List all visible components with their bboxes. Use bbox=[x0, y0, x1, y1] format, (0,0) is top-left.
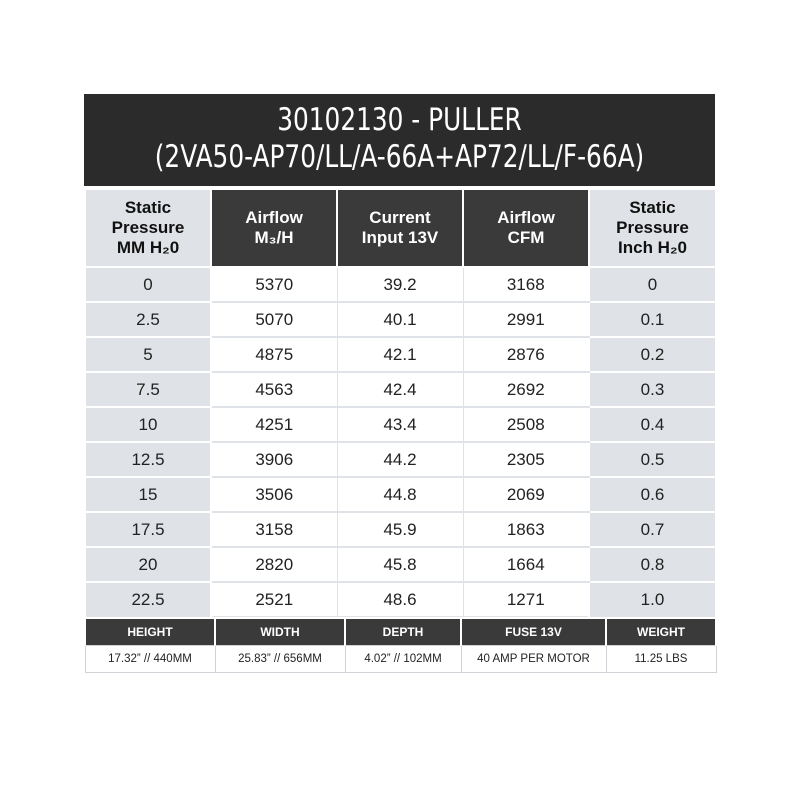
current-cell: 42.1 bbox=[337, 337, 463, 372]
fan-spec-sheet bbox=[84, 94, 715, 673]
header-line: CFM bbox=[507, 228, 545, 247]
table-row bbox=[85, 582, 716, 617]
table-row bbox=[85, 477, 716, 512]
table-row bbox=[85, 512, 716, 547]
table-row bbox=[85, 407, 716, 442]
airflow-cfm-cell: 2991 bbox=[463, 302, 589, 337]
airflow-m3h-cell: 4251 bbox=[211, 407, 337, 442]
weight-label: WEIGHT bbox=[606, 619, 716, 646]
airflow-m3h-cell: 2521 bbox=[211, 582, 337, 617]
current-cell: 45.9 bbox=[337, 512, 463, 547]
title-model-code: (2VA50-AP70/LL/A-66A+AP72/LL/F-66A) bbox=[154, 139, 645, 175]
title-bar bbox=[84, 94, 715, 186]
airflow-cfm-cell: 2069 bbox=[463, 477, 589, 512]
depth-label: DEPTH bbox=[345, 619, 461, 646]
airflow-cfm-cell: 2305 bbox=[463, 442, 589, 477]
dimensions-table bbox=[84, 619, 717, 673]
static-pressure-mm-cell: 22.5 bbox=[85, 582, 211, 617]
header-line: Pressure bbox=[616, 218, 689, 237]
table-row bbox=[85, 442, 716, 477]
airflow-m3h-header bbox=[211, 189, 337, 267]
airflow-m3h-cell: 3158 bbox=[211, 512, 337, 547]
table-row bbox=[85, 372, 716, 407]
width-value: 25.83” // 656MM bbox=[215, 646, 345, 673]
static-pressure-mm-header bbox=[85, 189, 211, 267]
static-pressure-mm-cell: 12.5 bbox=[85, 442, 211, 477]
current-cell: 39.2 bbox=[337, 267, 463, 302]
performance-body bbox=[85, 267, 716, 617]
static-pressure-inch-cell: 0.8 bbox=[589, 547, 716, 582]
table-row bbox=[85, 302, 716, 337]
height-value: 17.32” // 440MM bbox=[85, 646, 215, 673]
airflow-m3h-cell: 2820 bbox=[211, 547, 337, 582]
airflow-m3h-cell: 3906 bbox=[211, 442, 337, 477]
header-line: Airflow bbox=[497, 208, 555, 227]
performance-table bbox=[84, 188, 717, 617]
airflow-cfm-cell: 2692 bbox=[463, 372, 589, 407]
current-input-header bbox=[337, 189, 463, 267]
current-cell: 42.4 bbox=[337, 372, 463, 407]
fuse-label: FUSE 13V bbox=[461, 619, 606, 646]
airflow-cfm-cell: 2876 bbox=[463, 337, 589, 372]
static-pressure-mm-cell: 15 bbox=[85, 477, 211, 512]
fuse-value: 40 AMP PER MOTOR bbox=[461, 646, 606, 673]
static-pressure-inch-cell: 0.2 bbox=[589, 337, 716, 372]
airflow-m3h-cell: 4875 bbox=[211, 337, 337, 372]
static-pressure-mm-cell: 0 bbox=[85, 267, 211, 302]
current-cell: 44.2 bbox=[337, 442, 463, 477]
table-row bbox=[85, 547, 716, 582]
static-pressure-inch-header bbox=[589, 189, 716, 267]
header-line: Static bbox=[629, 198, 676, 217]
static-pressure-inch-cell: 0.5 bbox=[589, 442, 716, 477]
airflow-m3h-cell: 5370 bbox=[211, 267, 337, 302]
airflow-cfm-cell: 1664 bbox=[463, 547, 589, 582]
airflow-cfm-cell: 2508 bbox=[463, 407, 589, 442]
static-pressure-inch-cell: 0.3 bbox=[589, 372, 716, 407]
airflow-m3h-cell: 4563 bbox=[211, 372, 337, 407]
static-pressure-inch-cell: 0 bbox=[589, 267, 716, 302]
airflow-cfm-cell: 3168 bbox=[463, 267, 589, 302]
static-pressure-inch-cell: 0.4 bbox=[589, 407, 716, 442]
static-pressure-inch-cell: 0.1 bbox=[589, 302, 716, 337]
header-line: MM H₂0 bbox=[116, 238, 180, 257]
static-pressure-mm-cell: 10 bbox=[85, 407, 211, 442]
header-line: Current bbox=[369, 208, 431, 227]
depth-value: 4.02” // 102MM bbox=[345, 646, 461, 673]
static-pressure-mm-cell: 2.5 bbox=[85, 302, 211, 337]
header-line: Inch H₂0 bbox=[618, 238, 687, 257]
current-cell: 48.6 bbox=[337, 582, 463, 617]
header-line: Input 13V bbox=[361, 228, 439, 247]
static-pressure-mm-cell: 5 bbox=[85, 337, 211, 372]
airflow-m3h-cell: 3506 bbox=[211, 477, 337, 512]
airflow-cfm-cell: 1863 bbox=[463, 512, 589, 547]
table-row bbox=[85, 337, 716, 372]
current-cell: 40.1 bbox=[337, 302, 463, 337]
dimensions-header-row bbox=[85, 619, 716, 646]
header-line: Airflow bbox=[245, 208, 303, 227]
header-line: Pressure bbox=[111, 218, 185, 237]
header-line: M₃/H bbox=[254, 228, 294, 247]
title-part-number: 30102130 - PULLER bbox=[277, 102, 522, 138]
static-pressure-inch-cell: 0.6 bbox=[589, 477, 716, 512]
performance-header-row bbox=[85, 189, 716, 267]
airflow-cfm-cell: 1271 bbox=[463, 582, 589, 617]
current-cell: 43.4 bbox=[337, 407, 463, 442]
static-pressure-mm-cell: 20 bbox=[85, 547, 211, 582]
table-row bbox=[85, 267, 716, 302]
airflow-cfm-header bbox=[463, 189, 589, 267]
current-cell: 45.8 bbox=[337, 547, 463, 582]
static-pressure-mm-cell: 17.5 bbox=[85, 512, 211, 547]
height-label: HEIGHT bbox=[85, 619, 215, 646]
current-cell: 44.8 bbox=[337, 477, 463, 512]
dimensions-value-row bbox=[85, 646, 716, 673]
static-pressure-inch-cell: 0.7 bbox=[589, 512, 716, 547]
width-label: WIDTH bbox=[215, 619, 345, 646]
header-line: Static bbox=[124, 198, 172, 217]
airflow-m3h-cell: 5070 bbox=[211, 302, 337, 337]
static-pressure-inch-cell: 1.0 bbox=[589, 582, 716, 617]
static-pressure-mm-cell: 7.5 bbox=[85, 372, 211, 407]
weight-value: 11.25 LBS bbox=[606, 646, 716, 673]
